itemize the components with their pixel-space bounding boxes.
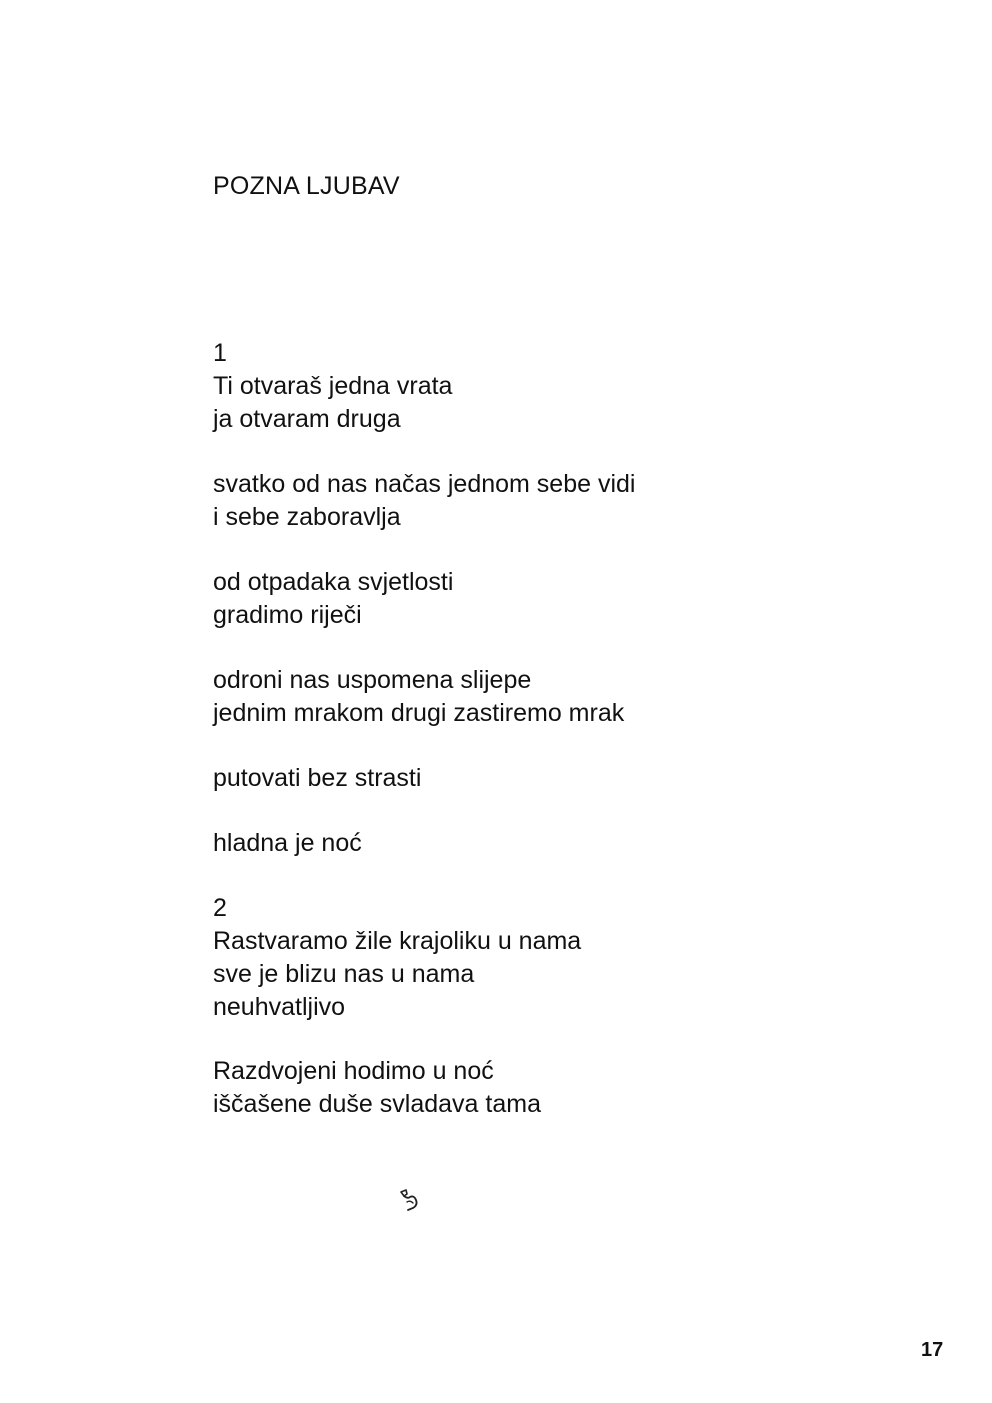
poem-body	[213, 337, 853, 1153]
section-1-stanza-1	[213, 337, 853, 436]
poem-line: Rastvaramo žile krajoliku u nama	[213, 927, 582, 955]
section-1-stanza-4	[213, 664, 853, 730]
fleuron-icon	[398, 1188, 420, 1212]
poem-line: putovati bez strasti	[213, 764, 422, 792]
section-1-stanza-5	[213, 762, 853, 795]
poem-line: od otpadaka svjetlosti	[213, 568, 454, 596]
section-1-stanza-6	[213, 827, 853, 860]
section-2-stanza-1	[213, 892, 853, 1024]
poem-line: svatko od nas načas jednom sebe vidi	[213, 470, 636, 498]
poem-line: odroni nas uspomena slijepe	[213, 666, 532, 694]
poem-line: gradimo riječi	[213, 601, 362, 629]
poem-line: sve je blizu nas u nama	[213, 960, 475, 988]
section-1-stanza-2	[213, 468, 853, 534]
poem-line: Ti otvaraš jedna vrata	[213, 372, 453, 400]
section-2-stanza-2	[213, 1055, 853, 1121]
section-number: 2	[213, 894, 227, 922]
poem-line: hladna je noć	[213, 829, 362, 857]
poem-line: jednim mrakom drugi zastiremo mrak	[213, 699, 625, 727]
poem-line: ja otvaram druga	[213, 405, 401, 433]
poem-line: neuhvatljivo	[213, 993, 346, 1021]
section-number: 1	[213, 339, 227, 367]
poem-line: iščašene duše svladava tama	[213, 1090, 541, 1118]
page-number: 17	[921, 1339, 944, 1361]
poem-line: Razdvojeni hodimo u noć	[213, 1057, 494, 1085]
poem-title: POZNA LJUBAV	[213, 172, 400, 200]
section-1-stanza-3	[213, 566, 853, 632]
poem-line: i sebe zaboravlja	[213, 503, 401, 531]
